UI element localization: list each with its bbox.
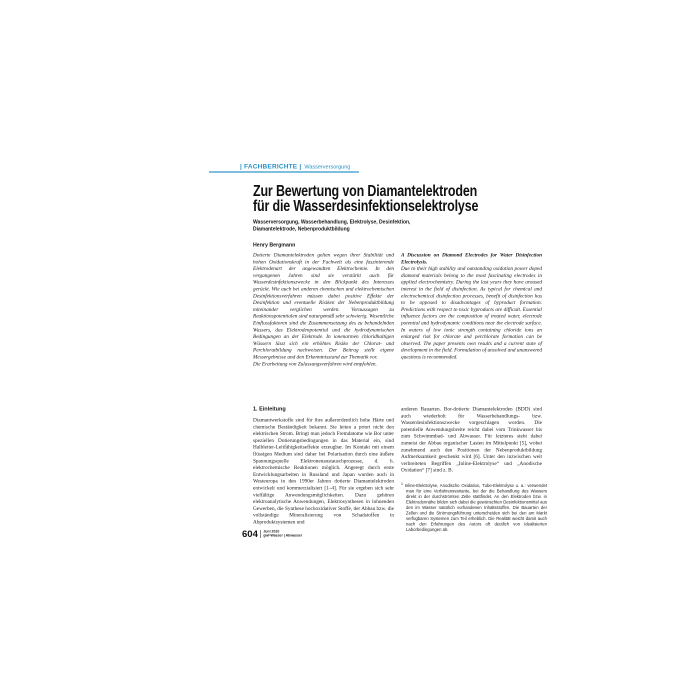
author-block bbox=[253, 242, 353, 250]
section-label: | FACHBERICHTE | bbox=[240, 162, 302, 170]
footnote-block bbox=[401, 482, 547, 539]
author-name: Henry Bergmann bbox=[253, 242, 296, 248]
article-title bbox=[253, 184, 553, 214]
abstract-english-paragraph: Due to their high stability and outstanding oxidation power doped diamond materials belong to the most fascinating electrodes in applied electrochemistry. During the last years they have aroused interest in the field of disinfection. As typical for chemical and electrochemical disinfection processes, benefit of disinfection has to be opposed to disadvantages of byproduct formation. Predictions with respect to toxic byproducts are difficult. Essential influence factors are the composition of treated water, electrode potential and hydrodynamic conditions near the electrode surface. In waters of low ionic strength containing chloride ions an enlarged risk for chlorate and perchlorate formation can be observed. The paper presents own results and a current state of development in the field. Formulation of unsolved and unanswered questions is recommended. bbox=[401, 266, 542, 360]
abstract-german-recommendation: Die Erarbeitung von Zulassungsverfahren wird empfohlen. bbox=[253, 361, 377, 367]
body-text-left: Diamantwerkstoffe sind für ihre außerordentlich hohe Härte und chemische Beständigkeit bekannt. Sie leiten a priori nicht den elektrischen Strom. Bringt man jedoch Fremdatome wie Bor unter speziellen Dotierungsbedingungen in das Material ein, sind Halbleiter-Leitfähigkeitseffekte erzeugbar. Im Kontakt mit einem flüssigen Medium sind daher bei Polarisation durch eine äußere Spannungsquelle Elektronenaustauschprozesse, d. h. elektrochemische Reaktionen möglich. Angeregt durch erste Entwicklungsarbeiten in Russland und Japan wurden auch in Westeuropa in den 1990er Jahren dotierte Diamantelektroden entwickelt und kommerzialisiert [1–4]. Für sie ergeben sich sehr vielfältige Anwendungsmöglichkeiten. Dazu gehören elektroanalytische Anwendungen, Elektrosynthesen in lohnenden Gewerben, die Synthese hochoxidativer Stoffe, der Abbau bzw. die vollständige Mineralisierung von Schadstoffen in Abproduktsystemen und bbox=[253, 417, 394, 525]
abstract-german-paragraph: Dotierte Diamantelektroden gelten wegen ihrer Stabilität und hohen Oxidationskraft in der Fachwelt als eine faszinierende Elektrodenart der angewandten Elektrochemie. In den vergangenen Jahren sind sie verstärkt auch für Wasserdesinfektionszwecke in den Blickpunkt des Interesses gerückt. Wie auch bei anderen chemischen und elektrochemischen Desinfektionsverfahren müssen dabei positive Effekte der Desinfektion und eventuelle Risiken der Nebenproduktbildung miteinander verglichen werden. Voraussagen zu Reaktionspotentialen sind naturgemäß sehr schwierig. Wesentliche Einflussfaktoren sind die Zusammensetzung des zu behandelnden Wassers, das Elektrodenpotential und die hydrodynamischen Bedingungen an der Elektrode. In ionenarmen chloridhaltigen Wässern lässt sich ein erhöhtes Risiko der Chlorat- und Perchloratbildung nachweisen. Der Beitrag stellt eigene Messergebnisse und den Erkenntnisstand zur Thematik vor. bbox=[253, 252, 394, 360]
body-text-right: anderen Bauarten. Bor-dotierte Diamantelektroden (BDD) sind auch wiederholt für Wasserbehandlungs- bzw. Wasserdesinfektionszwecke vorgeschlagen worden. Die potentielle Anwendungsbreite reicht dabei vom Trinkwasser bis zum Schwimmbad- und Abwasser. Für letzteres steht dabei zumeist der Abbau organischer Lasten im Mittelpunkt [5], wobei zunehmend auch den Positionen der Nebenproduktbildung Aufmerksamkeit geschenkt wird [6]. Unter den inzwischen weit verbreiteten Begriffen „Inline-Elektrolyse“ und „Anodische Oxidation“ [7] sind z. B. bbox=[401, 406, 542, 474]
page-footer bbox=[242, 530, 372, 542]
abstract-german bbox=[253, 252, 394, 384]
title-line-2: für die Wasserdesinfektionselektrolyse bbox=[253, 198, 479, 215]
section-1-heading-block bbox=[253, 406, 353, 414]
keywords-block bbox=[253, 219, 453, 235]
section-1-heading: 1. Einleitung bbox=[253, 406, 286, 412]
journal-imprint bbox=[260, 530, 302, 538]
abstract-english-heading: A Discussion on Diamond Electrodes for Water Disinfection Electrolysis. bbox=[401, 252, 542, 265]
page-number: 604 bbox=[242, 529, 258, 540]
keywords-text: Wasserversorgung, Wasserbehandlung, Elektrolyse, Desinfektion, Diamantelektrode, Nebenproduktbildung bbox=[253, 219, 411, 232]
journal-issue: Juni 2010 bbox=[263, 530, 280, 534]
category-label: Wasserversorgung bbox=[304, 164, 351, 170]
body-column-right bbox=[401, 406, 542, 480]
footnote-text: Inline-Elektrolyse, Anodische Oxidation, Tube-Elektrolyse u. a.: verwendet man für eine Verfahrensvariante, bei der die Behandlung des Wassers direkt in der durchströmten Zelle stattfindet. An den Elektroden bzw. in Elektrodennähe bilden sich dabei die gewünschten Desinfektionsmittel aus den im Wasser natürlich vorhandenen Inhaltsstoffen. Die Bauarten der Zellen und die Strömungsführung unterscheiden sich bei den am Markt verfügbaren Systemen zum Teil erheblich. Die Realität weicht damit auch nach den Erfahrungen des Autors oft deutlich von idealisierten Laborbedingungen ab. bbox=[404, 483, 547, 532]
journal-name: gwf-Wasser | Abwasser bbox=[263, 534, 303, 538]
abstract-english bbox=[401, 252, 542, 384]
title-line-1: Zur Bewertung von Diamantelektroden bbox=[253, 183, 478, 200]
body-column-left bbox=[253, 417, 394, 539]
header-rule bbox=[209, 171, 359, 173]
footnote-marker: 1 bbox=[401, 482, 403, 487]
